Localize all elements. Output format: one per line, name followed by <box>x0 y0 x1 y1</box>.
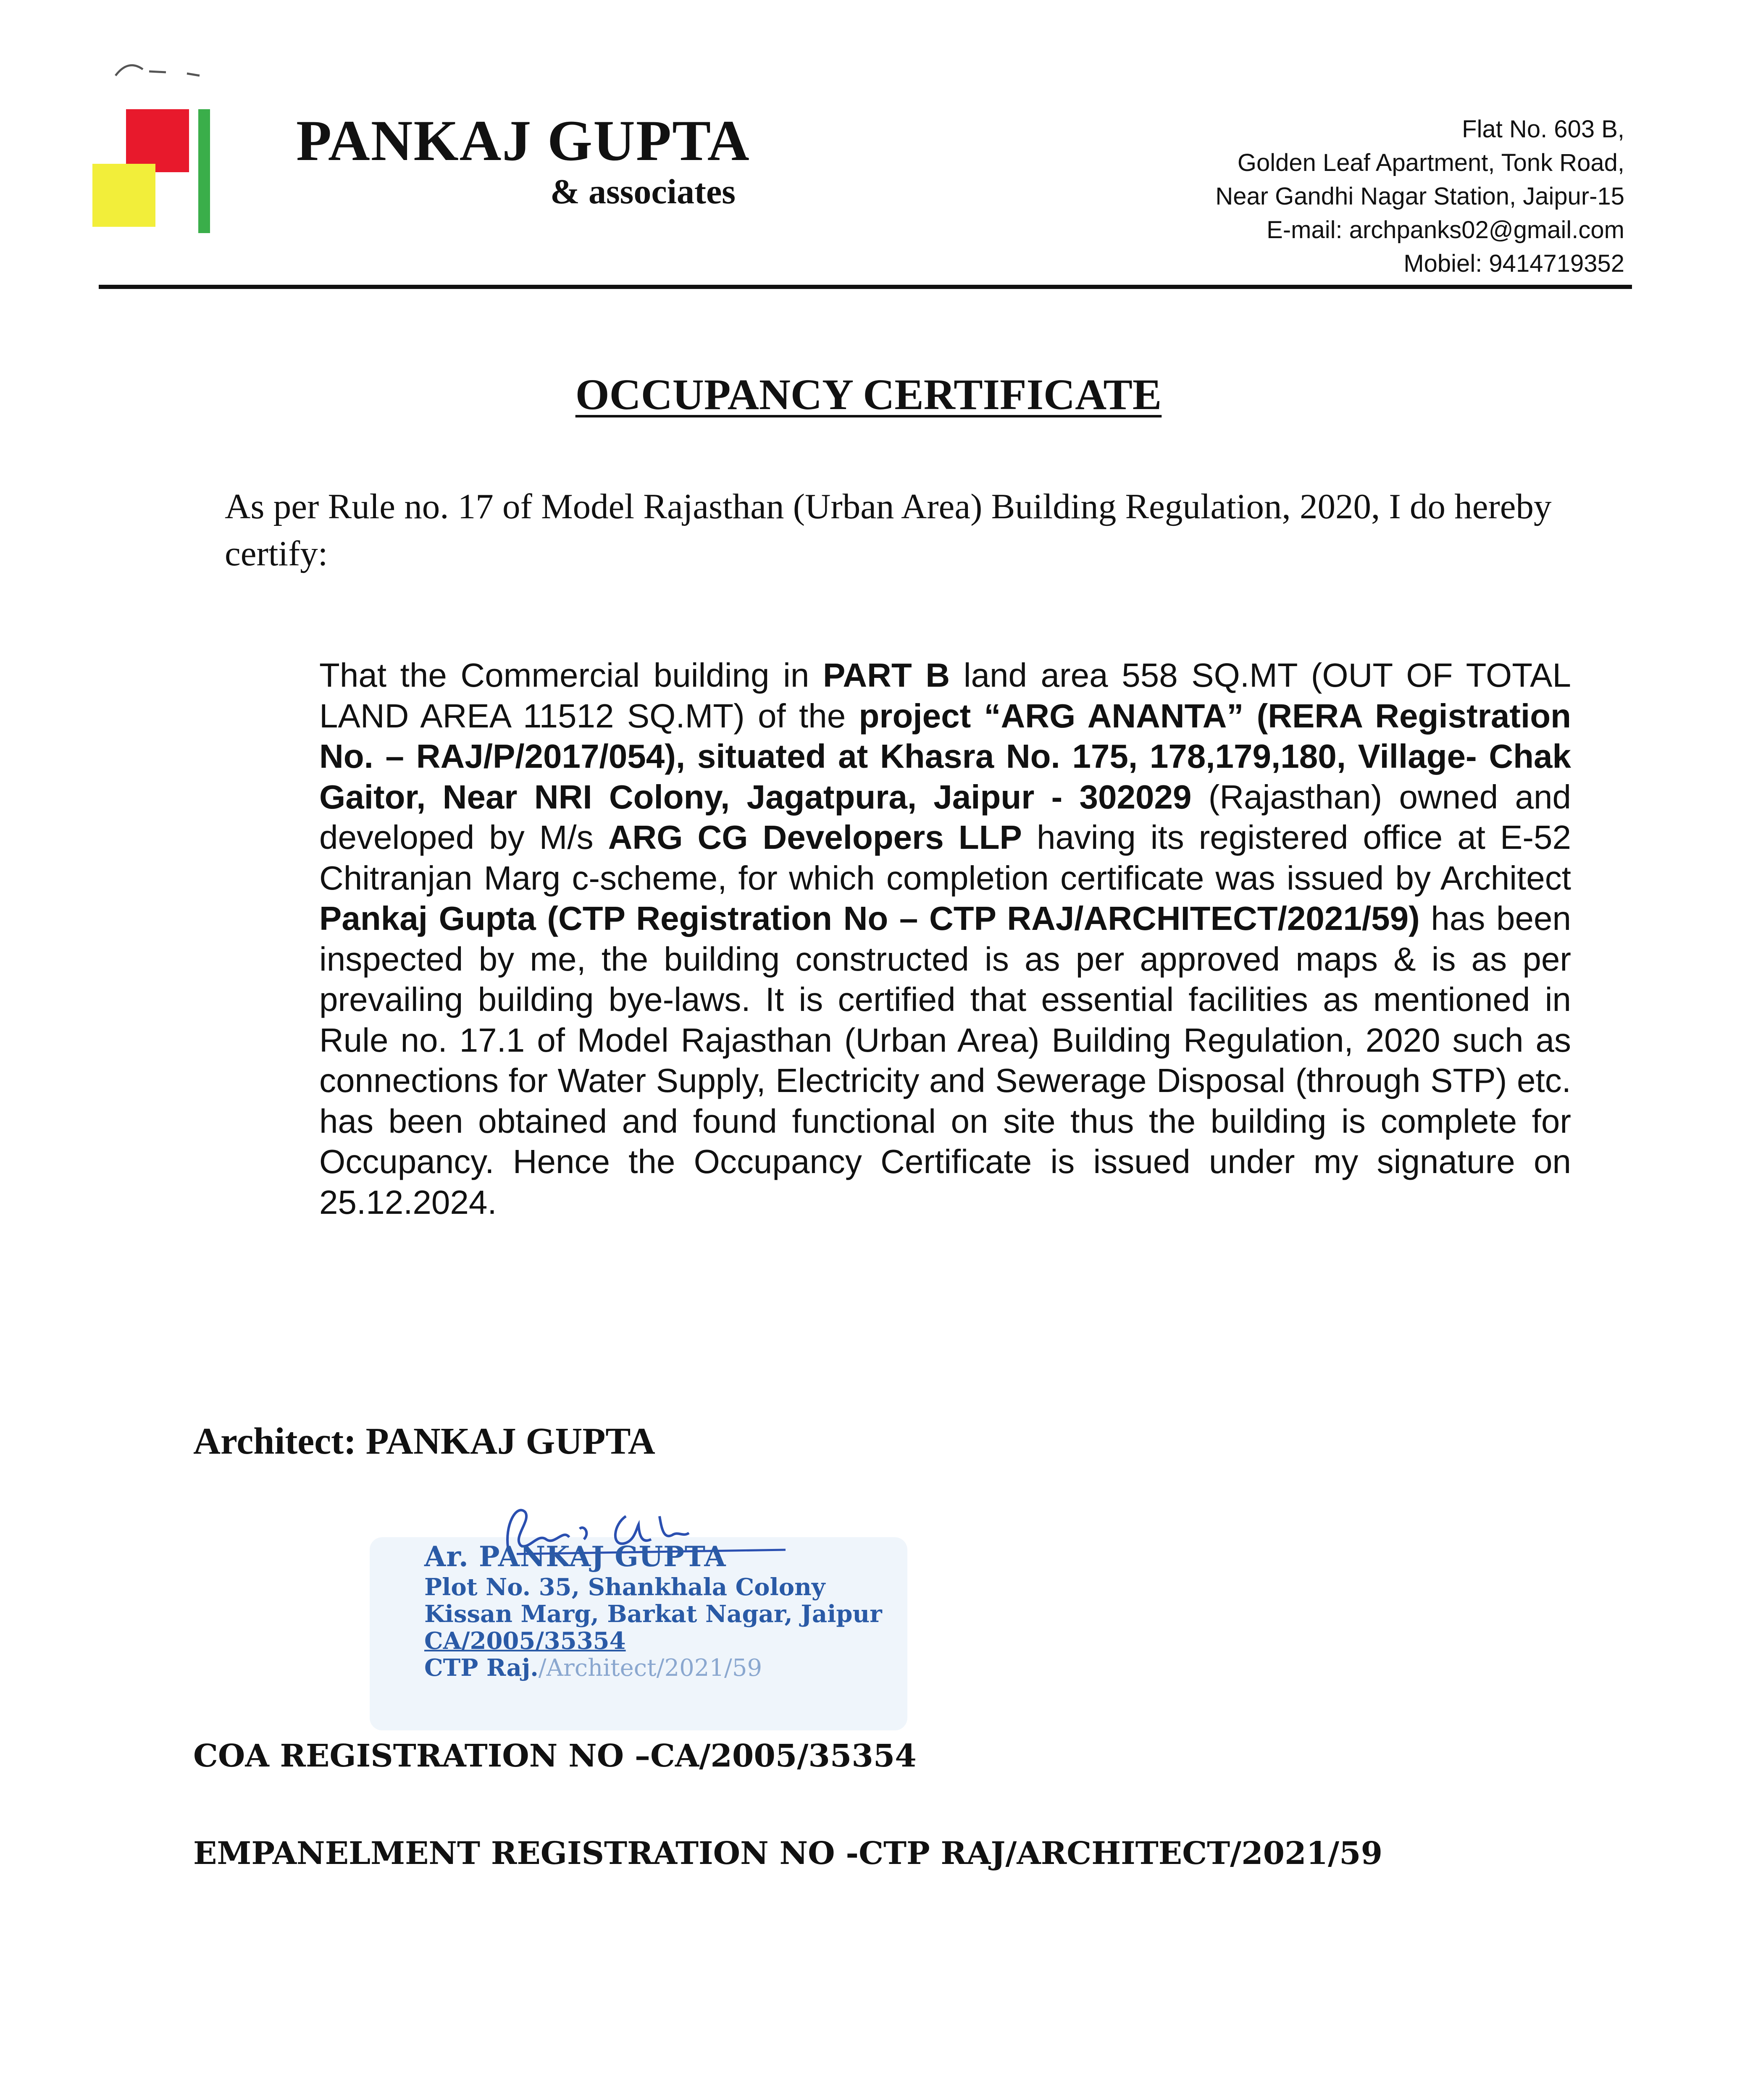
stamp-name: Ar. PANKAJ GUPTA <box>424 1540 726 1573</box>
stamp-line: Kissan Marg, Barkat Nagar, Jaipur <box>424 1600 882 1628</box>
firm-name: PANKAJ GUPTA <box>296 108 750 173</box>
address-line: Flat No. 603 B, <box>1462 116 1624 143</box>
address-line: Golden Leaf Apartment, Tonk Road, <box>1237 149 1624 176</box>
address-email: E-mail: archpanks02@gmail.com <box>1267 216 1624 244</box>
empanelment-registration: EMPANELMENT REGISTRATION NO -CTP RAJ/ARCHITECT/2021/59 <box>193 1835 1383 1872</box>
address-mobile: Mobiel: 9414719352 <box>1403 250 1624 277</box>
firm-address <box>1215 113 1624 281</box>
header-divider <box>99 285 1632 289</box>
body-text: (Rajasthan) owned and developed by M/s <box>319 778 1571 856</box>
stamp-ctp-prefix: CTP Raj. <box>424 1654 539 1682</box>
architect-label: Architect: PANKAJ GUPTA <box>193 1420 655 1462</box>
body-text: land area 558 SQ.MT (OUT OF TOTAL LAND AREA 11512 SQ.MT) of the <box>319 656 1571 735</box>
coa-registration: COA REGISTRATION NO –CA/2005/35354 <box>193 1738 917 1774</box>
architect-stamp <box>370 1499 916 1743</box>
body-bold-text: PART B <box>823 656 950 694</box>
stamp-text <box>424 1539 882 1682</box>
body-bold-text: Pankaj Gupta (CTP Registration No – CTP RAJ/ARCHITECT/2021/59) <box>319 900 1420 937</box>
firm-subtitle: & associates <box>550 172 736 211</box>
stamp-line: CA/2005/35354 <box>424 1627 626 1655</box>
body-text: That the Commercial building in <box>319 656 823 694</box>
stamp-line: Plot No. 35, Shankhala Colony <box>424 1573 825 1601</box>
page-title: OCCUPANCY CERTIFICATE <box>575 370 1162 419</box>
firm-logo-icon <box>88 67 223 235</box>
body-text: having its registered office at E-52 Chitranjan Marg c-scheme, for which completion certificate was issued by Architect <box>319 819 1571 897</box>
body-bold-text: ARG CG Developers LLP <box>608 819 1022 856</box>
body-bold-text: project “ARG ANANTA” (RERA Registration No. – RAJ/P/2017/054), situated at Khasra No. 175, 178,179,180, Village- Chak Gaitor, Near NRI Colony, Jagatpura, Jaipur - 302029 <box>319 697 1571 816</box>
body-text: has been inspected by me, the building constructed is as per approved maps & is as per prevailing building bye-laws. It is certified that essential facilities as mentioned in Rule no. 17.1 of Model Rajasthan (Urban Area) Building Regulation, 2020 such as connections for Water Supply, Electricity and Sewerage Disposal (through STP) etc. has been obtained and found functional on site thus the building is complete for Occupancy. Hence the Occupancy Certificate is issued under my signature on 25.12.2024. <box>319 900 1571 1221</box>
stamp-ctp-suffix: /Architect/2021/59 <box>538 1654 762 1682</box>
intro-paragraph: As per Rule no. 17 of Model Rajasthan (Urban Area) Building Regulation, 2020, I do hereby certify: <box>225 487 1552 573</box>
stamp-line <box>424 1654 882 1682</box>
address-line: Near Gandhi Nagar Station, Jaipur-15 <box>1215 183 1624 210</box>
certificate-body <box>319 655 1571 1223</box>
